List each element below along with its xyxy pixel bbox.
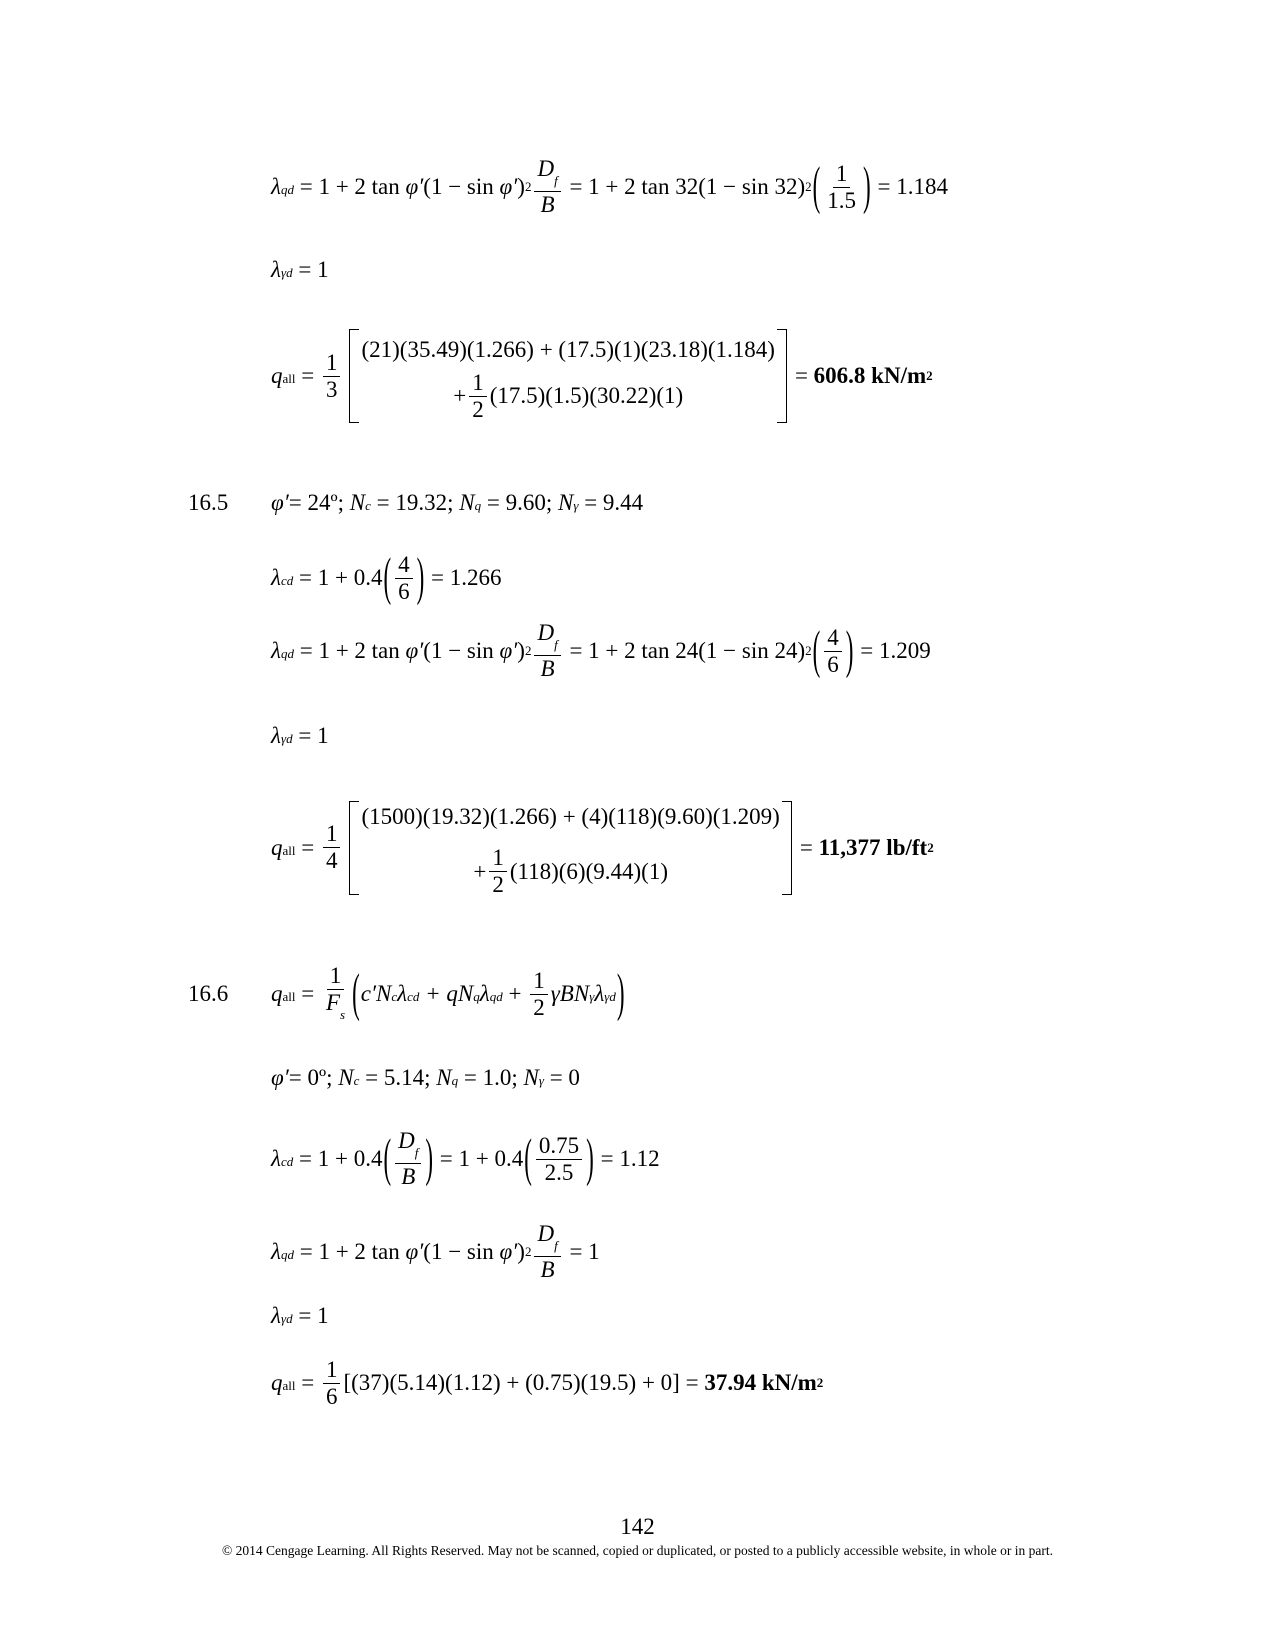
symbol: N — [436, 1065, 452, 1090]
denominator: 6 — [325, 1383, 338, 1409]
fraction — [534, 156, 560, 218]
subscript: c — [353, 1073, 360, 1088]
symbol: λ — [271, 1146, 281, 1171]
fraction — [534, 1221, 560, 1283]
fraction — [323, 1357, 341, 1410]
fraction — [489, 845, 507, 898]
result: = 1 — [563, 1239, 600, 1264]
problem-number: 16.6 — [188, 981, 229, 1006]
expr: = 1 — [292, 723, 329, 748]
fraction — [323, 350, 341, 403]
fraction — [395, 1128, 421, 1190]
plus: + — [453, 383, 467, 408]
numerator: 1 — [469, 370, 487, 397]
expr: (1 − sin — [423, 638, 500, 663]
symbol: λ — [271, 723, 281, 748]
symbol: φ′ — [499, 1239, 518, 1264]
expr: = 1 + 0.4 — [293, 565, 383, 590]
expr-line-2: (118)(6)(9.44)(1) — [509, 858, 668, 884]
expr: + — [502, 981, 528, 1006]
denominator: B — [540, 655, 555, 681]
term: + qN — [419, 981, 474, 1006]
subscript: γ — [573, 498, 579, 513]
result: = 1.209 — [854, 638, 931, 663]
expr-line-2: (17.5)(1.5)(30.22)(1) — [489, 383, 684, 408]
fraction — [824, 161, 859, 214]
subscript: qd — [280, 646, 294, 661]
expr: = — [799, 834, 819, 860]
exponent: 2 — [805, 643, 812, 658]
left-bracket — [349, 801, 359, 895]
expr: [(37)(5.14)(1.12) + (0.75)(19.5) + 0] = — [343, 1370, 705, 1395]
exponent: 2 — [926, 368, 933, 383]
subscript: f — [554, 636, 558, 652]
symbol: φ′ — [271, 1065, 289, 1090]
expr: = 1 + 2 tan — [293, 174, 406, 199]
symbol: q — [271, 1370, 283, 1395]
subscript: c — [365, 498, 371, 513]
symbol: q — [271, 981, 283, 1006]
subscript: γ — [589, 989, 595, 1004]
symbol: φ′ — [499, 174, 518, 199]
fraction — [530, 968, 548, 1021]
result: = 1.12 — [594, 1146, 660, 1171]
subscript: f — [414, 1144, 419, 1160]
bracket-contents — [359, 330, 776, 423]
exponent: 2 — [524, 1244, 532, 1259]
numerator: 4 — [824, 625, 842, 652]
denominator: 2 — [533, 994, 545, 1020]
denominator: 6 — [827, 651, 839, 677]
denominator: 6 — [398, 578, 410, 604]
denominator: 3 — [325, 376, 338, 402]
left-bracket — [349, 329, 359, 423]
symbol: φ′ — [405, 1239, 424, 1264]
denominator: 1.5 — [827, 187, 857, 213]
expr: = 0 — [543, 1065, 580, 1090]
term: c′N — [360, 981, 392, 1006]
expr: = — [295, 363, 320, 388]
expr: = 1 + 2 tan 24(1 − sin 24) — [563, 638, 806, 663]
q-all-equation — [271, 797, 934, 898]
page-number: 142 — [620, 1514, 655, 1539]
result: 37.94 kN/m — [704, 1370, 817, 1395]
expr: = 9.60; — [481, 490, 558, 515]
expr-line-1: (1500)(19.32)(1.266) + (4)(118)(9.60)(1.209) — [361, 804, 780, 829]
subscript: cd — [280, 1154, 294, 1169]
given-values — [271, 1038, 580, 1118]
lambda-yd-equation — [271, 696, 329, 776]
numerator: 4 — [395, 552, 413, 579]
lambda-cd-equation: λ $_{cd}$ = 1 + 0.4 ( $\frac{4}{6}$ ) = 1.266 — [271, 548, 502, 606]
expr: = 9.44 — [578, 490, 644, 515]
expr: = 1 + 2 tan — [293, 1239, 406, 1264]
denominator: F — [325, 990, 341, 1016]
numerator: 1 — [489, 845, 507, 872]
symbol: N — [338, 1065, 354, 1090]
numerator: D — [537, 1221, 555, 1247]
result: = 1.184 — [871, 174, 948, 199]
symbol: φ′ — [499, 638, 518, 663]
right-bracket — [777, 329, 787, 423]
denominator: 2 — [472, 396, 484, 422]
lambda-qd-equation: λ $_{qd}$ = 1 + 2 tan φ′ (1 − sin φ′ ) 2 $\frac{D_f}{B}$ = 1 + 2 tan 24(1 − sin 24) 2 ( $\frac{4}{6}$ ) = 1.209 — [271, 620, 931, 681]
lambda-cd-equation: λ $_{cd}$ = 1 + 0.4 ( $\frac{D_f}{B}$ ) = 1 + 0.4 ( $\frac{0.75}{2.5}$ ) = 1.12 — [271, 1128, 660, 1189]
expr: = 19.32; — [370, 490, 460, 515]
numerator: D — [537, 156, 555, 182]
q-all-equation — [271, 1343, 823, 1423]
term: λ — [594, 981, 605, 1006]
symbol: N — [557, 490, 574, 515]
subscript: qd — [280, 182, 294, 197]
term: γBN — [550, 981, 590, 1006]
symbol: N — [523, 1065, 539, 1090]
expr: = 1 + 2 tan — [293, 638, 406, 663]
right-bracket — [782, 801, 792, 895]
subscript: γd — [280, 1311, 293, 1326]
exponent: 2 — [927, 839, 934, 855]
expr: ) — [517, 638, 525, 663]
expr: (1 − sin — [423, 1239, 500, 1264]
q-all-equation — [271, 329, 933, 423]
numerator: 1 — [323, 1357, 341, 1384]
denominator: 2 — [492, 872, 504, 897]
symbol: q — [271, 363, 283, 388]
numerator: 1 — [530, 968, 548, 995]
subscript: γ — [538, 1073, 544, 1088]
symbol: λ — [271, 1303, 281, 1328]
copyright-footer: © 2014 Cengage Learning. All Rights Reserved. May not be scanned, copied or duplicated, or posted to a publicly accessible website, in whole or in part. — [222, 1543, 1053, 1558]
exponent: 2 — [524, 643, 532, 658]
expr-line-1: (21)(35.49)(1.266) + (17.5)(1)(23.18)(1.184) — [361, 336, 775, 362]
symbol: λ — [271, 638, 281, 663]
expr: (1 − sin — [423, 174, 500, 199]
lambda-yd-equation — [271, 230, 329, 310]
fraction — [323, 821, 341, 874]
q-all-formula: q $_{all}$ = $\frac{1}{F_s}$ ( c′N $_c$ λ $_{cd}$ + qN $_q$ λ $_{qd}$ + $\frac{1}{2}$ γBN $_\gamma$ λ $_{\gamma d}$ ) — [271, 954, 626, 1034]
subscript: γd — [280, 731, 293, 746]
numerator: 1 — [323, 821, 341, 848]
numerator: 0.75 — [536, 1133, 582, 1160]
fraction — [824, 625, 842, 678]
denominator: B — [540, 1256, 555, 1282]
result: 606.8 kN/m — [813, 363, 927, 388]
fraction — [536, 1133, 582, 1186]
expr: = 1 + 0.4 — [293, 1146, 383, 1171]
result: = 1.266 — [425, 565, 502, 590]
expr: = 1 + 0.4 — [434, 1146, 524, 1171]
subscript: c — [391, 989, 398, 1004]
denominator: B — [401, 1163, 416, 1189]
subscript: cd — [407, 989, 420, 1004]
expr: = 1 — [292, 257, 329, 282]
numerator: 1 — [323, 350, 341, 377]
symbol: φ′ — [271, 490, 289, 515]
denominator: B — [540, 191, 555, 217]
symbol: λ — [271, 565, 281, 590]
expr: = 0º; — [288, 1065, 339, 1090]
exponent: 2 — [524, 179, 532, 194]
expr: ) — [517, 1239, 525, 1264]
numerator: 1 — [327, 963, 345, 990]
subscript: qd — [280, 1247, 294, 1262]
symbol: q — [271, 834, 283, 860]
expr: = 5.14; — [359, 1065, 437, 1090]
expr: = — [295, 834, 320, 860]
symbol: λ — [271, 257, 281, 282]
subscript: all — [282, 371, 296, 386]
expr: ) — [517, 174, 525, 199]
subscript: γd — [604, 989, 616, 1004]
expr: = 1 + 2 tan 32(1 − sin 32) — [563, 174, 806, 199]
subscript: all — [282, 1378, 296, 1393]
numerator: 1 — [833, 161, 851, 188]
symbol: φ′ — [405, 174, 424, 199]
denominator: 4 — [325, 848, 338, 873]
exponent: 2 — [805, 179, 812, 194]
expr: = 1.0; — [458, 1065, 524, 1090]
subscript: all — [282, 842, 296, 858]
symbol: φ′ — [405, 638, 424, 663]
expr: = — [295, 981, 320, 1006]
expr: = 1 — [292, 1303, 329, 1328]
subscript: f — [554, 172, 558, 188]
term: λ — [397, 981, 408, 1006]
subscript: qd — [489, 989, 503, 1004]
numerator: D — [398, 1128, 415, 1154]
symbol: N — [459, 490, 475, 515]
denominator: 2.5 — [544, 1159, 574, 1185]
exponent: 2 — [816, 1375, 824, 1390]
subscript: q — [474, 498, 482, 513]
fraction — [469, 370, 487, 423]
expr: = — [295, 1370, 320, 1395]
subscript: γd — [280, 265, 293, 280]
subscript: f — [554, 1237, 558, 1253]
expr: = 24º; — [288, 490, 350, 515]
fraction — [534, 620, 560, 682]
numerator: D — [537, 620, 555, 646]
symbol: λ — [271, 174, 281, 199]
subscript: s — [340, 1006, 346, 1022]
fraction — [323, 963, 348, 1025]
result: 11,377 lb/ft — [818, 834, 928, 860]
expr: = — [794, 363, 814, 388]
given-values — [271, 463, 643, 543]
term: λ — [479, 981, 490, 1006]
plus: + — [473, 858, 487, 884]
lambda-qd-equation: λ $_{qd}$ = 1 + 2 tan φ′ (1 − sin φ′ ) 2 $\frac{D_f}{B}$ = 1 + 2 tan 32(1 − sin 32) 2 ( $\frac{1}{1.5}$ ) = 1.184 — [271, 156, 948, 217]
bracket-contents — [359, 797, 781, 898]
subscript: q — [473, 989, 480, 1004]
symbol: N — [349, 490, 366, 515]
subscript: q — [451, 1073, 459, 1088]
problem-number: 16.5 — [188, 490, 229, 515]
subscript: all — [282, 989, 296, 1004]
subscript: cd — [280, 573, 294, 588]
fraction — [395, 552, 413, 605]
symbol: λ — [271, 1239, 281, 1264]
